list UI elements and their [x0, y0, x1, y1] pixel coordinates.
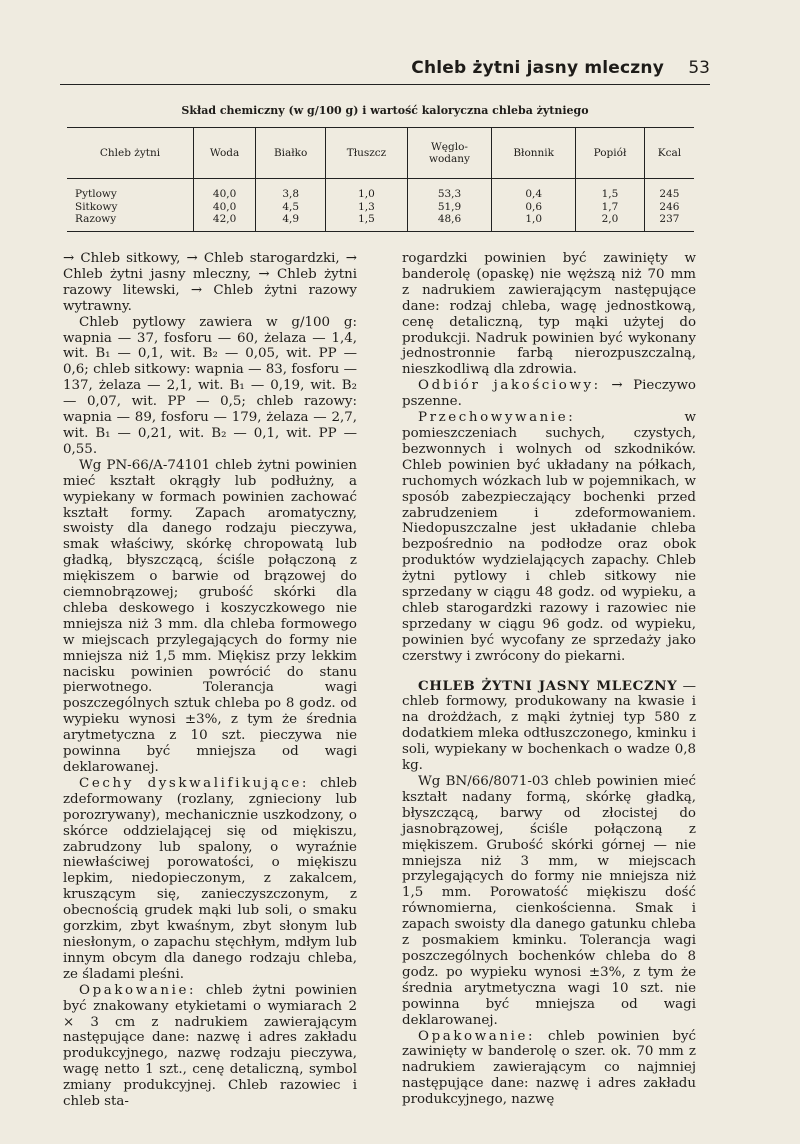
- left-column: [63, 251, 357, 1110]
- quality-acceptance-text: → Pieczywo pszenne.: [402, 378, 696, 410]
- table-cell: [576, 179, 645, 232]
- cell-value: 1,3: [358, 200, 375, 213]
- disqualifying-features-text: chleb zdeformowany (rozlany, zgnieciony lub porozrywany), mechanicznie uszkodzony, o skórce oddzielającej się od miękiszu, zabrudzony lub spalony, o wyraźnie niewłaściwej porowatości, o miękiszu lepkim, niedopieczonym, z zakalcem, kruszącym się, zanieczyszczonym, z obecnością grudek mąki lub soli, o smaku gorzkim, zbyt kwaśnym, zbyt słonym lub niesłonym, o zapachu stęchłym, mdłym lub innym obcym dla danego rodzaju chleba, ze śladami pleśni.: [63, 775, 357, 982]
- cell-value: 4,9: [282, 213, 300, 225]
- packaging-paragraph-right: [402, 1029, 696, 1109]
- table-cell: [407, 179, 491, 232]
- cell-value: 40,0: [212, 188, 237, 200]
- cell-value: 1,5: [601, 188, 619, 200]
- cell-value: 1,0: [525, 213, 543, 225]
- cell-value: 4,5: [282, 200, 300, 213]
- cross-references: → Chleb sitkowy, → Chleb starogardzki, → Chleb żytni jasny mleczny, → Chleb żytni razowy litewski, → Chleb żytni razowy wytrawny.: [63, 251, 357, 314]
- cell-value: Razowy: [75, 213, 117, 225]
- header-cell: Popiół: [576, 128, 645, 179]
- packaging-label-right: Opakowanie:: [418, 1028, 536, 1044]
- right-column: [402, 251, 696, 1108]
- cell-value: 237: [659, 213, 680, 225]
- header-cell: Błonnik: [492, 128, 576, 179]
- running-header: [60, 58, 710, 85]
- table-cell: [644, 179, 694, 232]
- banderole-paragraph: rogardzki powinien być zawinięty w banderolę (opaskę) nie węższą niż 70 mm z nadrukiem zawierającym następujące dane: rodzaj chleba, wagę jednostkową, cenę detaliczną, typ mąki użytej do produkcji. Nadruk powinien być wykonany jednostronnie farbą nierozpuszczalną, nieszkodliwą dla zdrowia.: [402, 251, 696, 378]
- cell-value: 1,5: [358, 213, 375, 225]
- page-number: 53: [688, 58, 710, 78]
- cell-value: Sitkowy: [75, 200, 118, 213]
- table-cell: [67, 179, 194, 232]
- header-cell: Chleb żytni: [67, 128, 194, 179]
- table-header-row: [67, 128, 694, 179]
- storage-text: w pomieszczeniach suchych, czystych, bezwonnych i wolnych od szkodników. Chleb powinien być układany na półkach, ruchomych wózkach lub w pojemnikach, w sposób zabezpieczający bochenki przed zabrudzeniem i zdeformowaniem. Niedopuszczalne jest układanie chleba bezpośrednio na podłodze oraz obok produktów wydzielających zapachy. Chleb żytni pytlowy i chleb sitkowy nie sprzedany w ciągu 48 godz. od wypieku, a chleb starogardzki razowy i razowiec nie sprzedany w ciągu 96 godz. od wypieku, powinien być wycofany ze sprzedaży jako czerstwy i zwrócony do piekarni.: [402, 410, 696, 664]
- table-caption: Skład chemiczny (w g/100 g) i wartość kaloryczna chleba żytniego: [181, 104, 589, 117]
- table-cell: [326, 179, 408, 232]
- disqualifying-features-paragraph: [63, 776, 357, 983]
- cell-value: 1,0: [358, 188, 375, 200]
- composition-table: [67, 127, 694, 232]
- table-cell: [256, 179, 326, 232]
- cell-value: 0,6: [525, 200, 543, 213]
- cell-value: 0,4: [525, 188, 543, 200]
- cell-value: 42,0: [212, 213, 237, 225]
- cell-value: 53,3: [437, 188, 462, 200]
- packaging-text: chleb żytni powinien być znakowany etykietami o wymiarach 2 × 3 cm z nadrukiem zawierającym następujące dane: nazwę i adres zakładu produkcyjnego, nazwę rodzaju pieczywa, wagę netto 1 szt., cenę detaliczną, symbol zmiany produkcyjnej. Chleb razowiec i chleb sta-: [63, 982, 357, 1110]
- section-entry-paragraph: [402, 679, 696, 774]
- table-cell: [194, 179, 256, 232]
- quality-acceptance-paragraph: [402, 378, 696, 410]
- running-title: Chleb żytni jasny mleczny: [411, 58, 664, 78]
- cell-value: 245: [659, 188, 680, 200]
- section-intro: — chleb formowy, produkowany na kwasie i na drożdżach, z mąki żytniej typ 580 z dodatkiem mleka odtłuszczonego, kminku i soli, wypiekany w bochenkach o wadze 0,8 kg.: [402, 678, 696, 774]
- disqualifying-features-label: Cechy dyskwalifikujące:: [79, 775, 309, 791]
- header-cell: Woda: [194, 128, 256, 179]
- section-title: CHLEB ŻYTNI JASNY MLECZNY: [418, 677, 678, 694]
- cell-value: Pytlowy: [75, 188, 117, 200]
- standard-paragraph-right: Wg BN/66/8071-03 chleb powinien mieć kształt nadany formą, skórkę gładką, błyszczącą, barwy od złocistej do jasnobrązowej, ściśle połączoną z miękiszem. Grubość skórki górnej — nie mniejsza niż 3 mm, w miejscach przylegających do formy nie mniejsza niż 1,5 mm. Porowatość miękiszu dość równomierna, cienkościenna. Smak i zapach swoisty dla danego gatunku chleba z posmakiem kminku. Tolerancja wagi poszczególnych bochenków chleba do 8 godz. po wypieku wynosi ±3%, z tym że średnia arytmetyczna wagi 10 szt. nie powinna być mniejsza od wagi deklarowanej.: [402, 774, 696, 1028]
- storage-label: Przechowywanie:: [418, 410, 576, 426]
- packaging-paragraph: [63, 983, 357, 1110]
- cell-value: 51,9: [437, 200, 462, 213]
- packaging-text-right: chleb powinien być zawinięty w banderolę o szer. ok. 70 mm z nadrukiem zawierającym co najmniej następujące dane: nazwę i adres zakładu produkcyjnego, nazwę: [402, 1028, 696, 1108]
- header-cell: Węglo- wodany: [407, 128, 491, 179]
- header-cell: Kcal: [644, 128, 694, 179]
- cell-value: 3,8: [282, 188, 300, 200]
- table-cell: [492, 179, 576, 232]
- cell-value: 1,7: [601, 200, 619, 213]
- standard-paragraph: Wg PN-66/A-74101 chleb żytni powinien mieć kształt okrągły lub podłużny, a wypiekany w formach powinien zachować kształt formy. Zapach aromatyczny, swoisty dla danego rodzaju pieczywa, smak właściwy, skórkę chropowatą lub gładką, błyszczącą, ściśle połączoną z miękiszem o barwie od brązowej do ciemnobrązowej; grubość skórki dla chleba deskowego i koszyczkowego nie mniejsza niż 3 mm. dla chleba formowego w miejscach przylegających do formy nie mniejsza niż 1,5 mm. Miękisz przy lekkim nacisku powinien powrócić do stanu pierwotnego. Tolerancja wagi poszczególnych sztuk chleba po 8 godz. od wypieku wynosi ±3%, z tym że średnia arytmetyczna z 10 szt. pieczywa nie powinna być mniejsza od wagi deklarowanej.: [63, 457, 357, 775]
- header-cell: Białko: [256, 128, 326, 179]
- cell-value: 246: [659, 200, 680, 213]
- packaging-label: Opakowanie:: [79, 982, 197, 998]
- cell-value: 40,0: [212, 200, 237, 213]
- table-row: [67, 179, 694, 232]
- storage-paragraph: [402, 410, 696, 665]
- mineral-content-paragraph: Chleb pytlowy zawiera w g/100 g: wapnia — 37, fosforu — 60, żelaza — 1,4, wit. B₁ — 0,1, wit. B₂ — 0,05, wit. PP — 0,6; chleb sitkowy: wapnia — 83, fosforu — 137, żelaza — 2,1, wit. B₁ — 0,19, wit. B₂ — 0,07, wit. PP — 0,5; chleb razowy: wapnia — 89, fosforu — 179, żelaza — 2,7, wit. B₁ — 0,21, wit. B₂ — 0,1, wit. PP — 0,55.: [63, 314, 357, 457]
- quality-acceptance-label: Odbiór jakościowy:: [418, 378, 601, 394]
- header-cell: Tłuszcz: [326, 128, 408, 179]
- cell-value: 48,6: [437, 213, 462, 225]
- cell-value: 2,0: [601, 213, 619, 225]
